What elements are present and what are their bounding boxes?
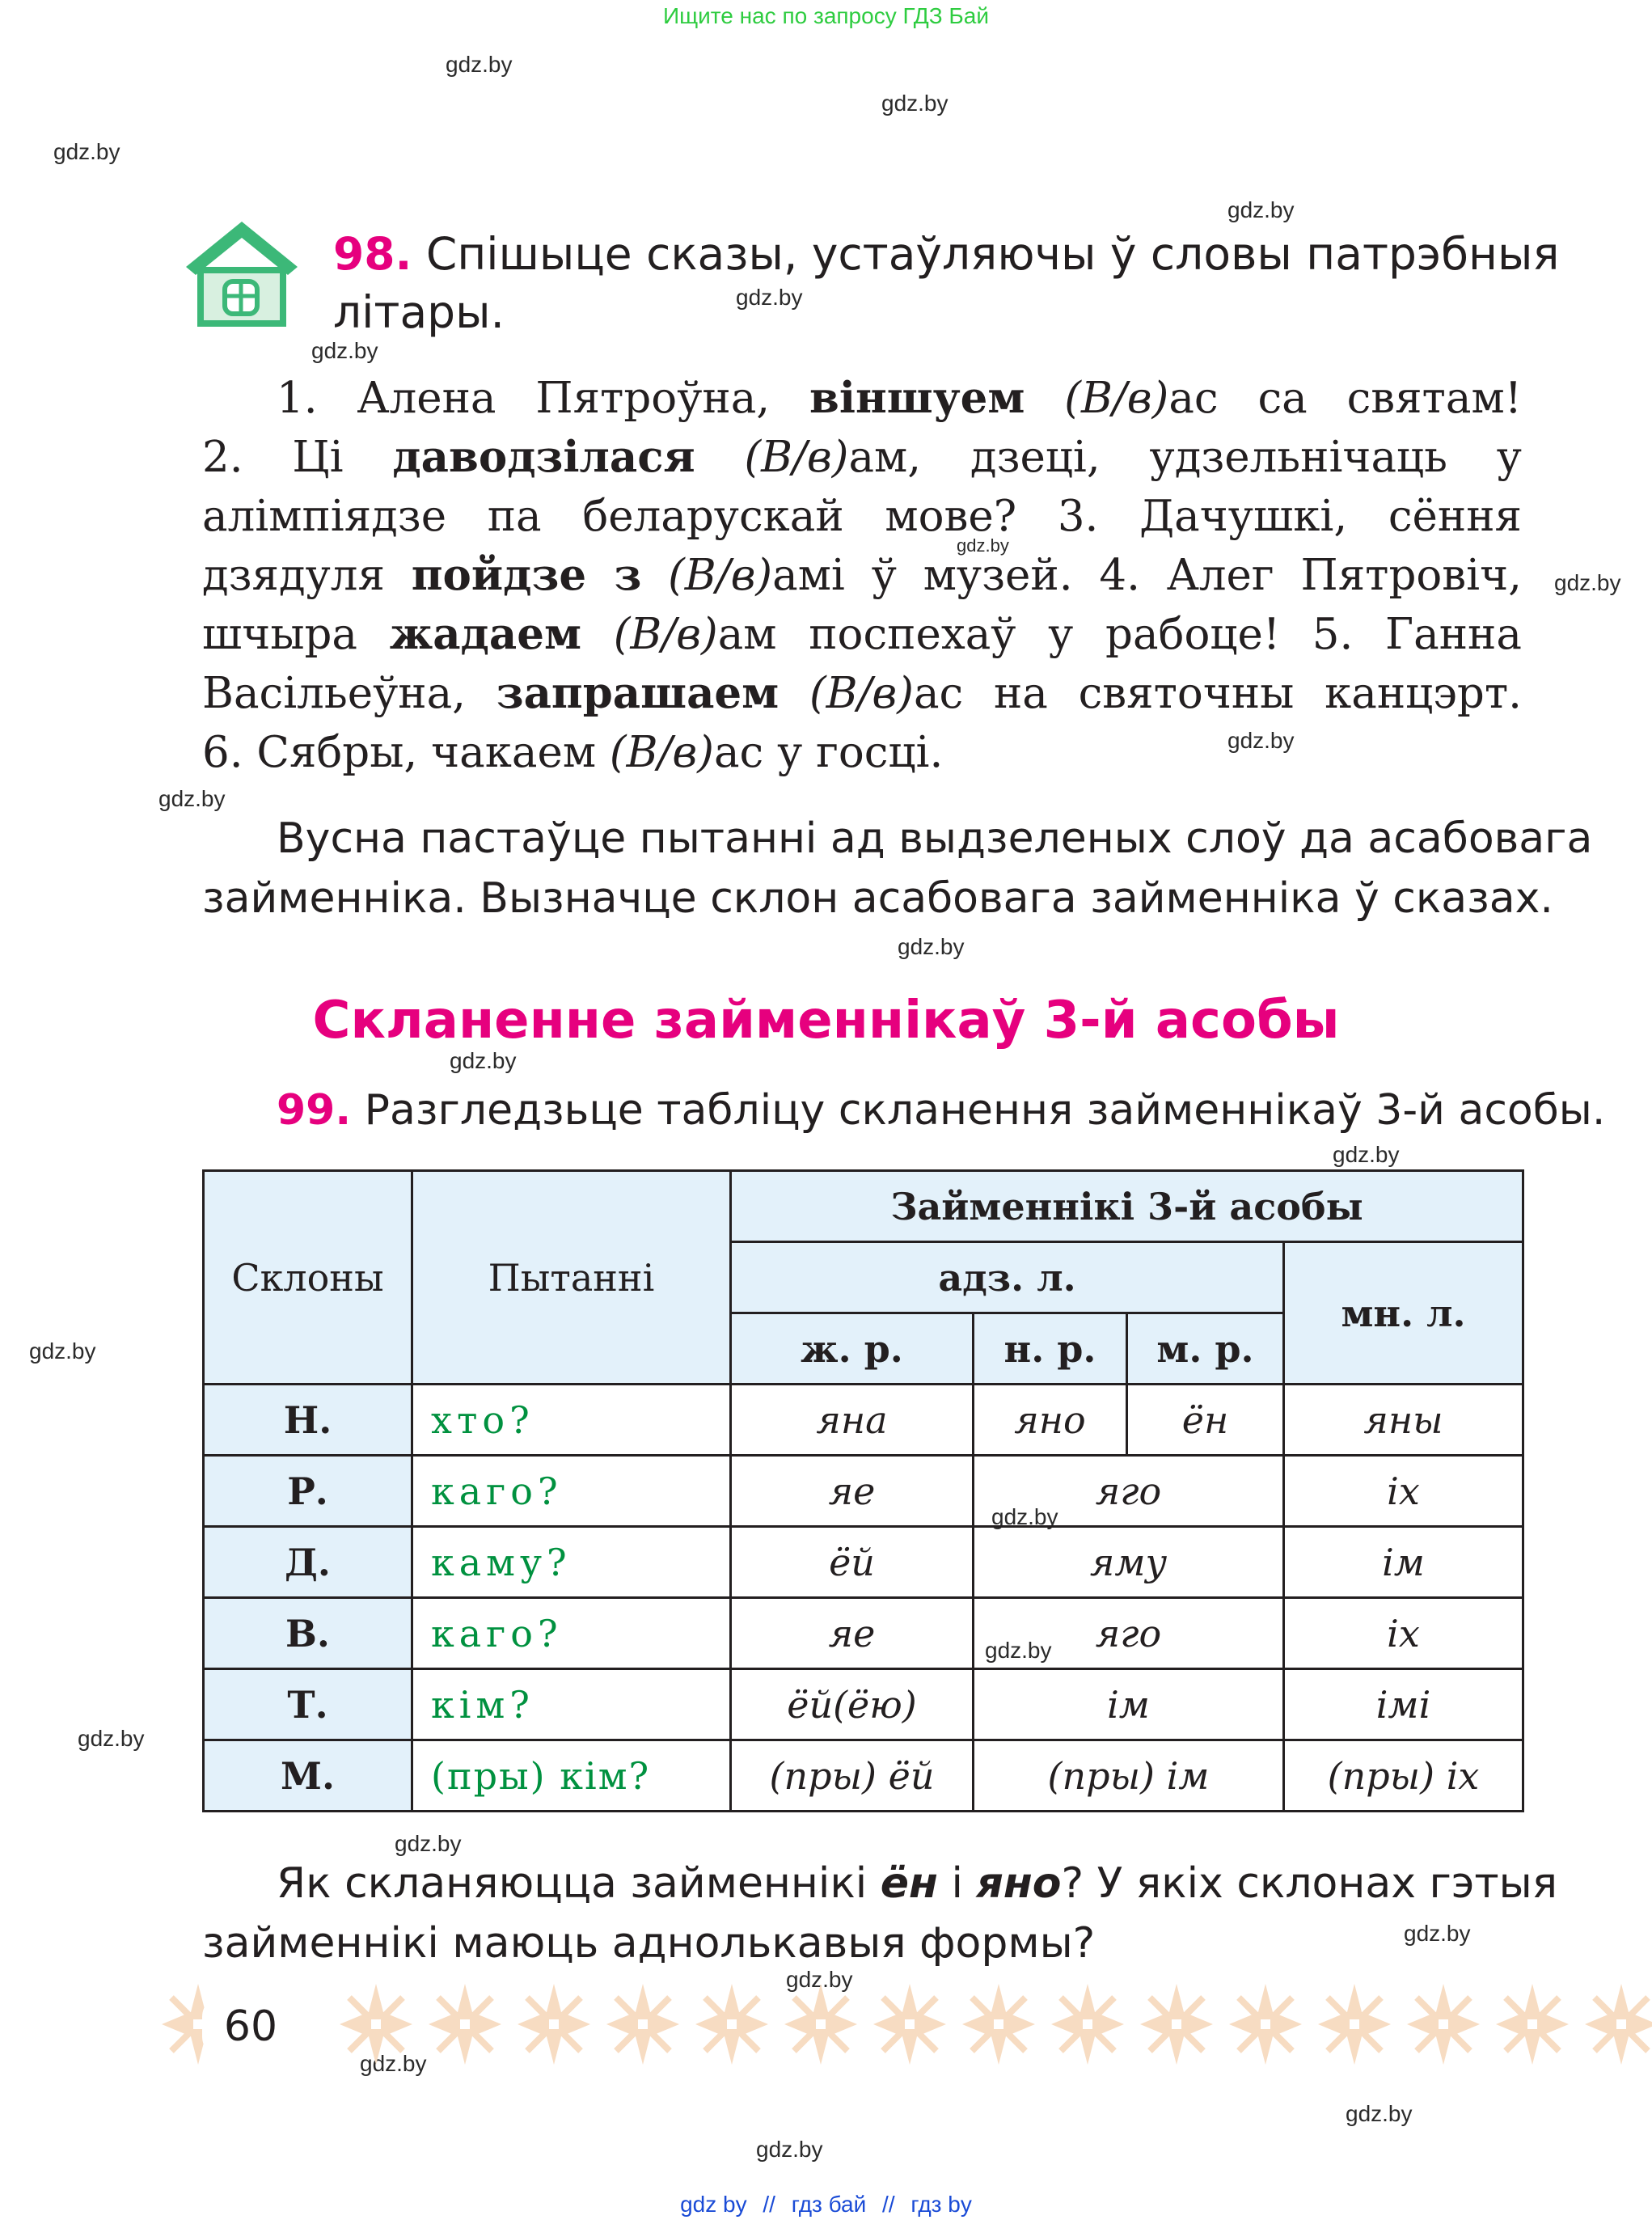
pronoun-cell: (пры) іх [1284, 1740, 1523, 1812]
sentence-line: 1. Алена Пятроўна, віншуем (В/в)ас са святам! [277, 373, 1522, 423]
pronoun-cell: іх [1284, 1598, 1523, 1669]
bottom-link[interactable]: gdz by [680, 2192, 747, 2217]
watermark: gdz.by [881, 91, 949, 116]
pronoun-cell: ёй [731, 1527, 974, 1598]
table-row [204, 1456, 1523, 1527]
pronoun-cell: іх [1284, 1456, 1523, 1527]
bottom-link[interactable]: гдз by [911, 2192, 972, 2217]
sentence-line: 6. Сябры, чакаем (В/в)ас у госці. [202, 728, 944, 777]
pronoun-cell: імі [1284, 1669, 1523, 1740]
case-cell: М. [204, 1740, 412, 1812]
header-pronouns-group: Займеннікі 3-й асобы [731, 1171, 1523, 1242]
sentence-line: дзядуля пойдзе з (В/в)амі ў музей. 4. Алег Пятровіч, [202, 550, 1522, 600]
exercise-number: 98. [333, 228, 412, 280]
sentence-line: шчыра жадаем (В/в)ам поспехаў у рабоце! 5. Ганна [202, 609, 1522, 659]
oral-task-line: Вусна пастаўце пытанні ад выдзеленых слоў да асабовага [277, 814, 1593, 863]
table-row [204, 1598, 1523, 1669]
pronoun-cell: ён [1127, 1385, 1284, 1456]
watermark: gdz.by [446, 52, 513, 77]
pronoun-cell: яму [974, 1527, 1284, 1598]
ornament-border [154, 1980, 1652, 2069]
pronoun-cell: яны [1284, 1385, 1523, 1456]
question-cell: каму? [412, 1527, 731, 1598]
pronoun-cell: (пры) ёй [731, 1740, 974, 1812]
sentence-line: алімпіядзе па беларускай мове? 3. Дачушкі, сёння [202, 492, 1522, 541]
table-row [204, 1669, 1523, 1740]
pronoun-cell: яно [974, 1385, 1127, 1456]
header-cases: Склоны [204, 1171, 412, 1385]
oral-task-line: займенніка. Вызначце склон асабовага займенніка ў сказах. [202, 874, 1553, 923]
question-cell: каго? [412, 1456, 731, 1527]
watermark: gdz.by [736, 285, 803, 310]
section-heading: Скланенне займеннікаў 3-й асобы [312, 991, 1340, 1051]
watermark: gdz.by [1333, 1142, 1400, 1167]
table-row [204, 1385, 1523, 1456]
pronoun-cell: яе [731, 1456, 974, 1527]
watermark: gdz.by [78, 1726, 145, 1751]
table-row [204, 1527, 1523, 1598]
pronoun-cell: яго [974, 1598, 1284, 1669]
final-question-line: займеннікі маюць аднолькавыя формы? [202, 1919, 1096, 1968]
exercise-98-oral-task [202, 809, 1593, 928]
case-cell: Д. [204, 1527, 412, 1598]
exercise-number: 99. [277, 1086, 352, 1135]
case-cell: Р. [204, 1456, 412, 1527]
watermark: gdz.by [158, 786, 226, 811]
watermark: gdz.by [311, 338, 378, 363]
question-cell: каго? [412, 1598, 731, 1669]
instruction-text: Разгледзьце табліцу скланення займеннікаў 3-й асобы. [364, 1086, 1606, 1135]
watermark: gdz.by [756, 2137, 823, 2162]
watermark: gdz.by [786, 1967, 853, 1992]
watermark: gdz.by [957, 535, 1009, 556]
header-feminine: ж. р. [731, 1313, 974, 1385]
watermark: gdz.by [985, 1638, 1052, 1663]
pronoun-cell: ім [1284, 1527, 1523, 1598]
watermark: gdz.by [53, 139, 120, 164]
header-plural: мн. л. [1284, 1242, 1523, 1385]
watermark: gdz.by [395, 1831, 462, 1856]
sentence-line: Васільеўна, запрашаем (В/в)ас на святочны канцэрт. [202, 668, 1523, 718]
watermark: gdz.by [29, 1338, 96, 1364]
bottom-separator: // [763, 2192, 775, 2217]
exercise-98-instruction [333, 225, 1560, 283]
watermark: gdz.by [1404, 1921, 1471, 1946]
final-question [202, 1854, 1558, 1973]
pronoun-cell: ім [974, 1669, 1284, 1740]
question-cell: (пры) кім? [412, 1740, 731, 1812]
bottom-separator: // [882, 2192, 895, 2217]
exercise-98-sentences [202, 369, 1522, 782]
header-masculine: м. р. [1127, 1313, 1284, 1385]
table-row [204, 1740, 1523, 1812]
case-cell: Т. [204, 1669, 412, 1740]
watermark: gdz.by [450, 1048, 517, 1073]
exercise-98-instruction-line2: літары. [333, 286, 505, 338]
pronoun-cell: яго [974, 1456, 1284, 1527]
question-cell: хто? [412, 1385, 731, 1456]
instruction-text: Спішыце сказы, устаўляючы ў словы патрэбныя [425, 228, 1560, 280]
header-questions: Пытанні [412, 1171, 731, 1385]
pronoun-cell: яна [731, 1385, 974, 1456]
question-cell: кім? [412, 1669, 731, 1740]
page-number: 60 [202, 1994, 299, 2059]
watermark: gdz.by [898, 934, 965, 959]
sentence-line: 2. Ці даводзілася (В/в)ам, дзеці, удзельнічаць у [202, 432, 1522, 482]
watermark: gdz.by [991, 1504, 1058, 1529]
watermark: gdz.by [1227, 728, 1295, 753]
declension-table [202, 1169, 1524, 1812]
home-task-icon [183, 217, 301, 330]
bottom-link[interactable]: гдз бай [791, 2192, 867, 2217]
bottom-links [0, 2192, 1652, 2218]
header-singular: адз. л. [731, 1242, 1284, 1313]
watermark: gdz.by [1554, 570, 1621, 595]
pronoun-cell: ёй(ёю) [731, 1669, 974, 1740]
watermark: gdz.by [360, 2051, 427, 2076]
top-search-hint[interactable]: Ищите нас по запросу ГДЗ Бай [662, 3, 990, 28]
exercise-99-instruction [277, 1080, 1606, 1140]
watermark: gdz.by [1227, 197, 1295, 222]
pronoun-cell: яе [731, 1598, 974, 1669]
case-cell: Н. [204, 1385, 412, 1456]
pronoun-cell: (пры) ім [974, 1740, 1284, 1812]
final-question-line: Як скланяюцца займеннікі ён і яно? У якіх склонах гэтыя [277, 1859, 1558, 1908]
watermark: gdz.by [1346, 2101, 1413, 2126]
case-cell: В. [204, 1598, 412, 1669]
header-neuter: н. р. [974, 1313, 1127, 1385]
